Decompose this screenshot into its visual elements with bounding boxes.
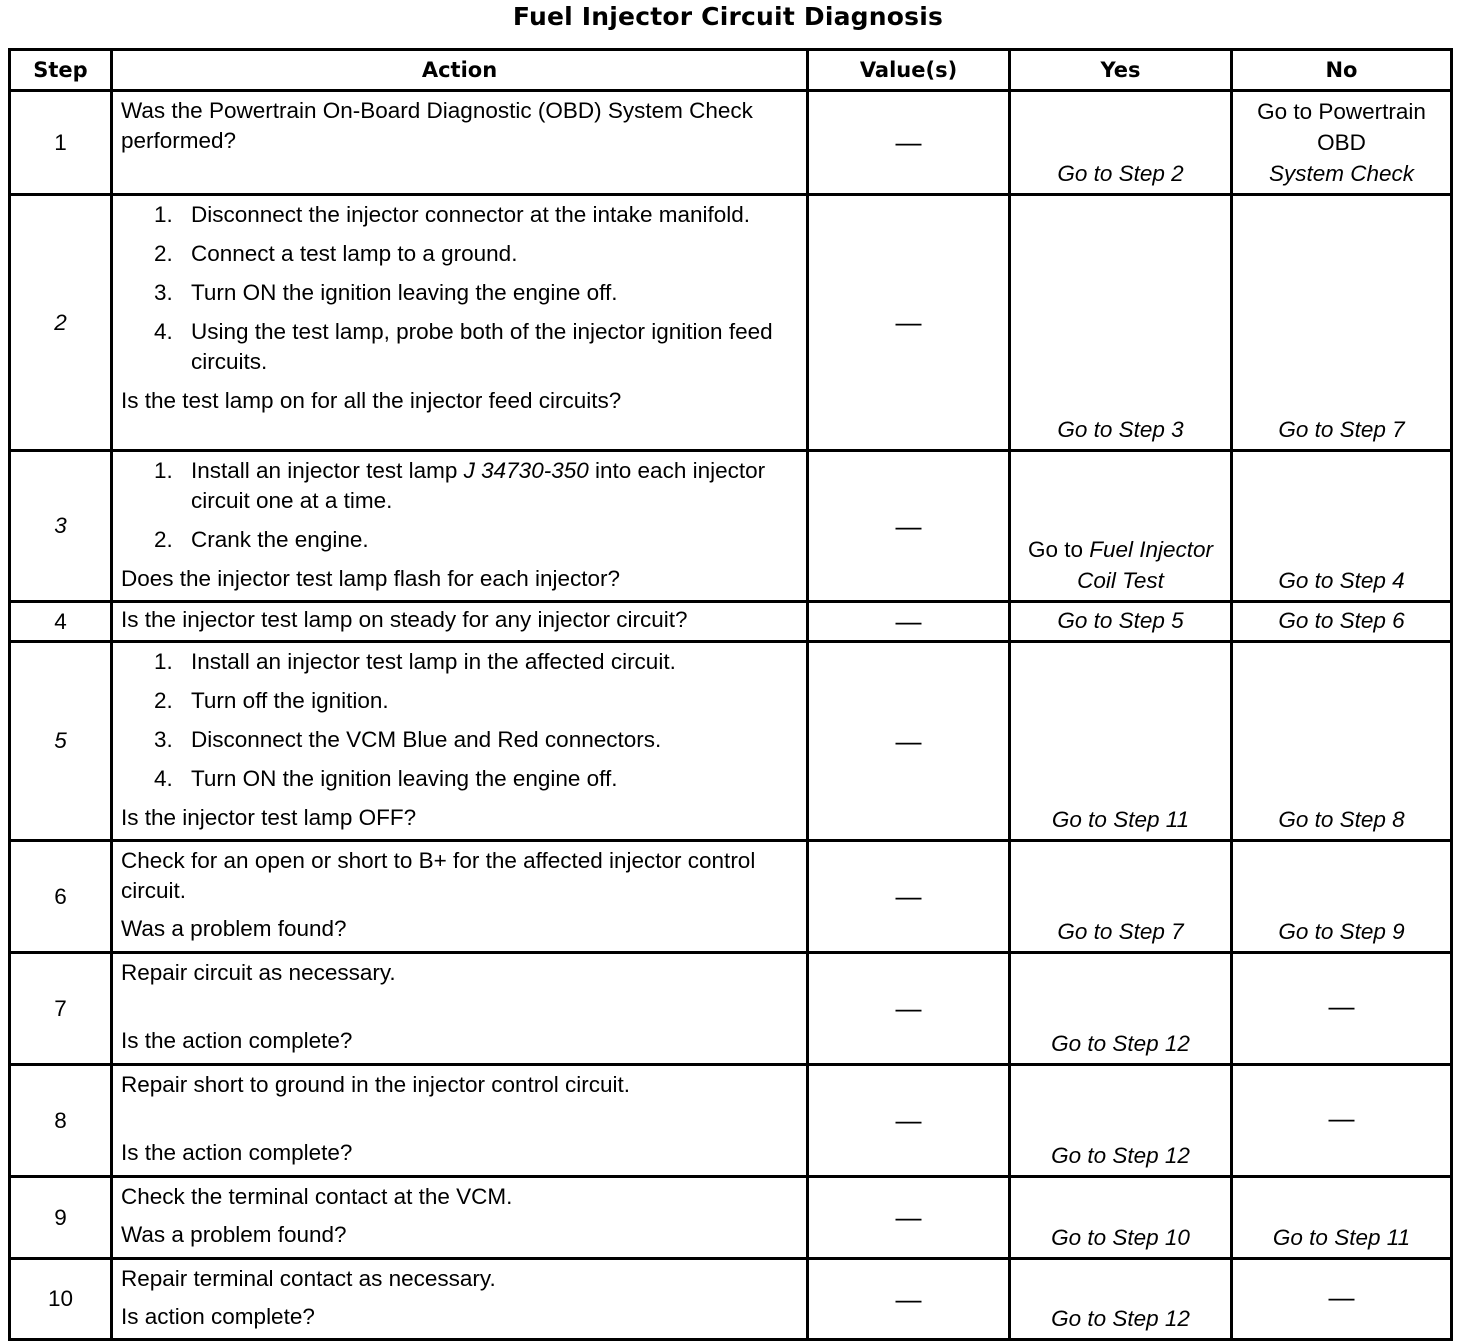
list-item: Turn off the ignition. (191, 688, 389, 713)
action-list (121, 456, 798, 555)
header-row (10, 50, 1452, 91)
question: Is the action complete? (121, 1140, 353, 1165)
question: Is the action complete? (121, 1028, 353, 1053)
list-item: Disconnect the VCM Blue and Red connectors. (191, 727, 662, 752)
yes-cell: Go to Step 5 (1010, 602, 1232, 642)
no-cell: Go to Step 9 (1232, 841, 1452, 953)
header-no: No (1232, 50, 1452, 91)
value-cell: — (808, 953, 1010, 1065)
step-number: 1 (10, 91, 112, 195)
action-cell (112, 451, 808, 602)
value-cell: — (808, 642, 1010, 841)
no-cell: — (1232, 1259, 1452, 1340)
yes-link: Fuel Injector Coil Test (1077, 537, 1214, 593)
no-cell: — (1232, 953, 1452, 1065)
action-text: Repair short to ground in the injector control circuit. (121, 1072, 630, 1097)
action-text: Repair circuit as necessary. (121, 960, 396, 985)
value-cell: — (808, 602, 1010, 642)
step-number: 9 (10, 1177, 112, 1259)
action-cell (112, 602, 808, 642)
list-item: Connect a test lamp to a ground. (191, 241, 518, 266)
action-cell (112, 1177, 808, 1259)
list-item: Install an injector test lamp in the affected circuit. (191, 649, 676, 674)
spacer (121, 906, 798, 914)
action-cell (112, 841, 808, 953)
list-item: Using the test lamp, probe both of the injector ignition feed circuits. (191, 319, 773, 374)
table-row (10, 602, 1452, 642)
value-cell: — (808, 1259, 1010, 1340)
action-cell (112, 1065, 808, 1177)
step-number: 6 (10, 841, 112, 953)
action-list (121, 647, 798, 794)
list-item (191, 456, 798, 516)
diagnosis-table (8, 48, 1453, 1341)
value-cell: — (808, 1177, 1010, 1259)
question: Is action complete? (121, 1304, 315, 1329)
yes-cell: Go to Step 7 (1010, 841, 1232, 953)
step-number: 7 (10, 953, 112, 1065)
step-number: 3 (10, 451, 112, 602)
question: Was a problem found? (121, 1222, 347, 1247)
step-number: 2 (10, 195, 112, 451)
no-cell: Go to Step 7 (1232, 195, 1452, 451)
spacer (121, 1294, 798, 1302)
yes-cell: Go to Step 3 (1010, 195, 1232, 451)
action-cell (112, 1259, 808, 1340)
yes-cell: Go to Step 11 (1010, 642, 1232, 841)
action-text: Was the Powertrain On-Board Diagnostic (OBD) System Check performed? (121, 98, 753, 153)
table-row (10, 1177, 1452, 1259)
page-title: Fuel Injector Circuit Diagnosis (512, 2, 944, 31)
table-row (10, 642, 1452, 841)
action-text: Is the injector test lamp on steady for any injector circuit? (121, 607, 688, 632)
step-number: 5 (10, 642, 112, 841)
no-text: Go to Powertrain OBD (1257, 99, 1426, 155)
list-item: Turn ON the ignition leaving the engine off. (191, 280, 618, 305)
yes-cell (1010, 451, 1232, 602)
yes-cell: Go to Step 2 (1010, 91, 1232, 195)
question: Does the injector test lamp flash for each injector? (121, 566, 620, 591)
no-cell: — (1232, 1065, 1452, 1177)
table-row (10, 91, 1452, 195)
table-row (10, 841, 1452, 953)
action-text: Check for an open or short to B+ for the affected injector control circuit. (121, 848, 756, 903)
action-text: Check the terminal contact at the VCM. (121, 1184, 513, 1209)
value-cell: — (808, 195, 1010, 451)
value-cell: — (808, 451, 1010, 602)
value-cell: — (808, 841, 1010, 953)
header-action: Action (112, 50, 808, 91)
list-item: Disconnect the injector connector at the intake manifold. (191, 202, 751, 227)
step-number: 4 (10, 602, 112, 642)
table-row (10, 195, 1452, 451)
no-cell: Go to Step 11 (1232, 1177, 1452, 1259)
list-item: Crank the engine. (191, 527, 369, 552)
list-item: Turn ON the ignition leaving the engine off. (191, 766, 618, 791)
yes-cell: Go to Step 12 (1010, 1259, 1232, 1340)
spacer (121, 1212, 798, 1220)
action-text: Repair terminal contact as necessary. (121, 1266, 496, 1291)
list-item-text: Install an injector test lamp (191, 458, 458, 483)
yes-cell: Go to Step 12 (1010, 1065, 1232, 1177)
step-number: 8 (10, 1065, 112, 1177)
no-cell (1232, 91, 1452, 195)
action-cell (112, 642, 808, 841)
value-cell: — (808, 91, 1010, 195)
no-cell: Go to Step 4 (1232, 451, 1452, 602)
value-cell: — (808, 1065, 1010, 1177)
step-number: 10 (10, 1259, 112, 1340)
table-row (10, 451, 1452, 602)
question: Is the test lamp on for all the injector feed circuits? (121, 388, 622, 413)
header-step: Step (10, 50, 112, 91)
action-list (121, 200, 798, 377)
action-cell (112, 953, 808, 1065)
tool-number: J 34730-350 (463, 458, 589, 483)
header-values: Value(s) (808, 50, 1010, 91)
question: Was a problem found? (121, 916, 347, 941)
action-cell (112, 91, 808, 195)
action-cell (112, 195, 808, 451)
header-yes: Yes (1010, 50, 1232, 91)
table-row (10, 1065, 1452, 1177)
table-row (10, 953, 1452, 1065)
yes-text: Go to (1027, 537, 1083, 562)
table-row (10, 1259, 1452, 1340)
spacer (121, 988, 798, 1026)
list-item-text: into each injector circuit one at a time. (191, 458, 766, 513)
no-link: System Check (1268, 161, 1415, 186)
question: Is the injector test lamp OFF? (121, 805, 417, 830)
spacer (121, 1100, 798, 1138)
no-cell: Go to Step 6 (1232, 602, 1452, 642)
yes-cell: Go to Step 10 (1010, 1177, 1232, 1259)
yes-cell: Go to Step 12 (1010, 953, 1232, 1065)
no-cell: Go to Step 8 (1232, 642, 1452, 841)
